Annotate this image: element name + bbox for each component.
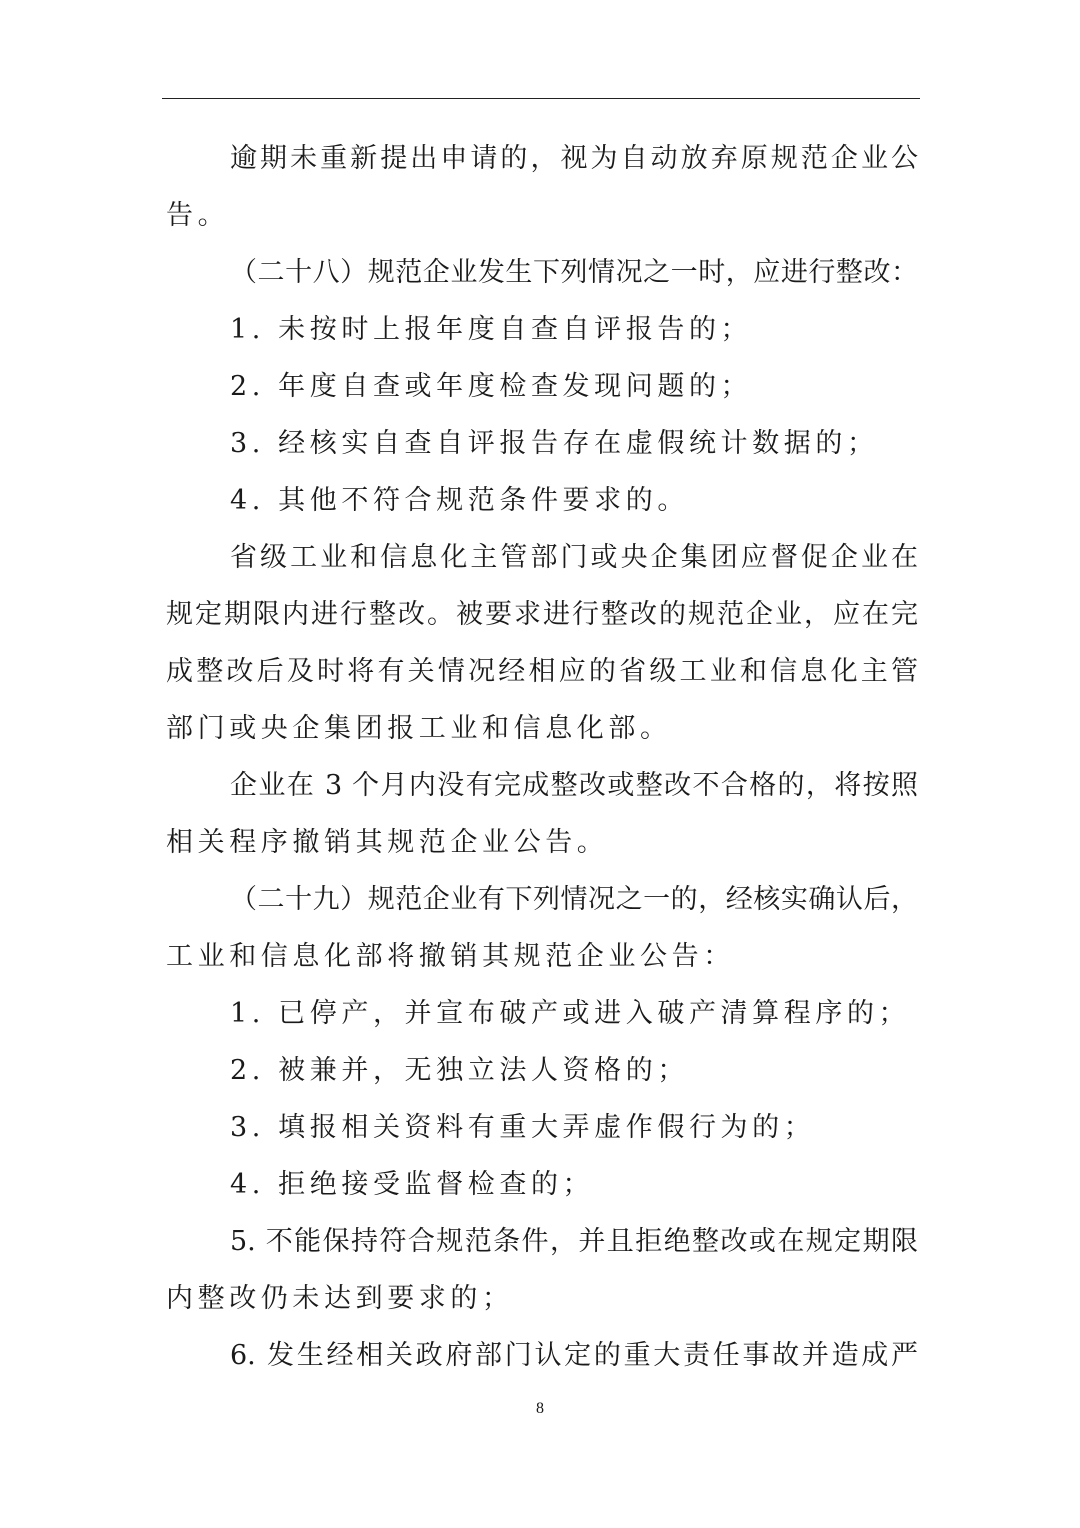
text-line: 3. 填报相关资料有重大弄虚作假行为的；: [230, 1112, 816, 1143]
text-line: 3. 经核实自查自评报告存在虚假统计数据的；: [230, 428, 879, 459]
text-line: 规定期限内进行整改。被要求进行整改的规范企业，应在完: [166, 599, 918, 630]
text-line: 6. 发生经相关政府部门认定的重大责任事故并造成严: [230, 1340, 918, 1371]
text-line: 1. 已停产，并宣布破产或进入破产清算程序的；: [230, 998, 911, 1029]
text-line: 逾期未重新提出申请的，视为自动放弃原规范企业公: [230, 143, 918, 174]
page-number: 8: [536, 1400, 544, 1417]
text-line: （二十八）规范企业发生下列情况之一时，应进行整改：: [230, 257, 918, 288]
text-line: 4. 拒绝接受监督检查的；: [230, 1169, 595, 1200]
text-line: 告。: [166, 200, 230, 231]
text-line: 部门或央企集团报工业和信息化部。: [166, 713, 672, 744]
text-line: 5. 不能保持符合规范条件，并且拒绝整改或在规定期限: [230, 1226, 918, 1257]
text-line: 1. 未按时上报年度自查自评报告的；: [230, 314, 753, 345]
text-line: 2. 年度自查或年度检查发现问题的；: [230, 371, 753, 402]
text-line: 企业在 3 个月内没有完成整改或整改不合格的，将按照: [230, 770, 918, 801]
text-line: 内整改仍未达到要求的；: [166, 1283, 514, 1314]
text-line: 省级工业和信息化主管部门或央企集团应督促企业在: [230, 542, 918, 573]
text-line: （二十九）规范企业有下列情况之一的，经核实确认后，: [230, 884, 918, 915]
text-line: 2. 被兼并，无独立法人资格的；: [230, 1055, 689, 1086]
text-line: 相关程序撤销其规范企业公告。: [166, 827, 609, 858]
header-rule: [162, 98, 920, 99]
text-line: 4. 其他不符合规范条件要求的。: [230, 485, 689, 516]
document-body: [166, 130, 918, 1384]
text-line: 工业和信息化部将撤销其规范企业公告：: [166, 941, 735, 972]
text-line: 成整改后及时将有关情况经相应的省级工业和信息化主管: [166, 656, 918, 687]
